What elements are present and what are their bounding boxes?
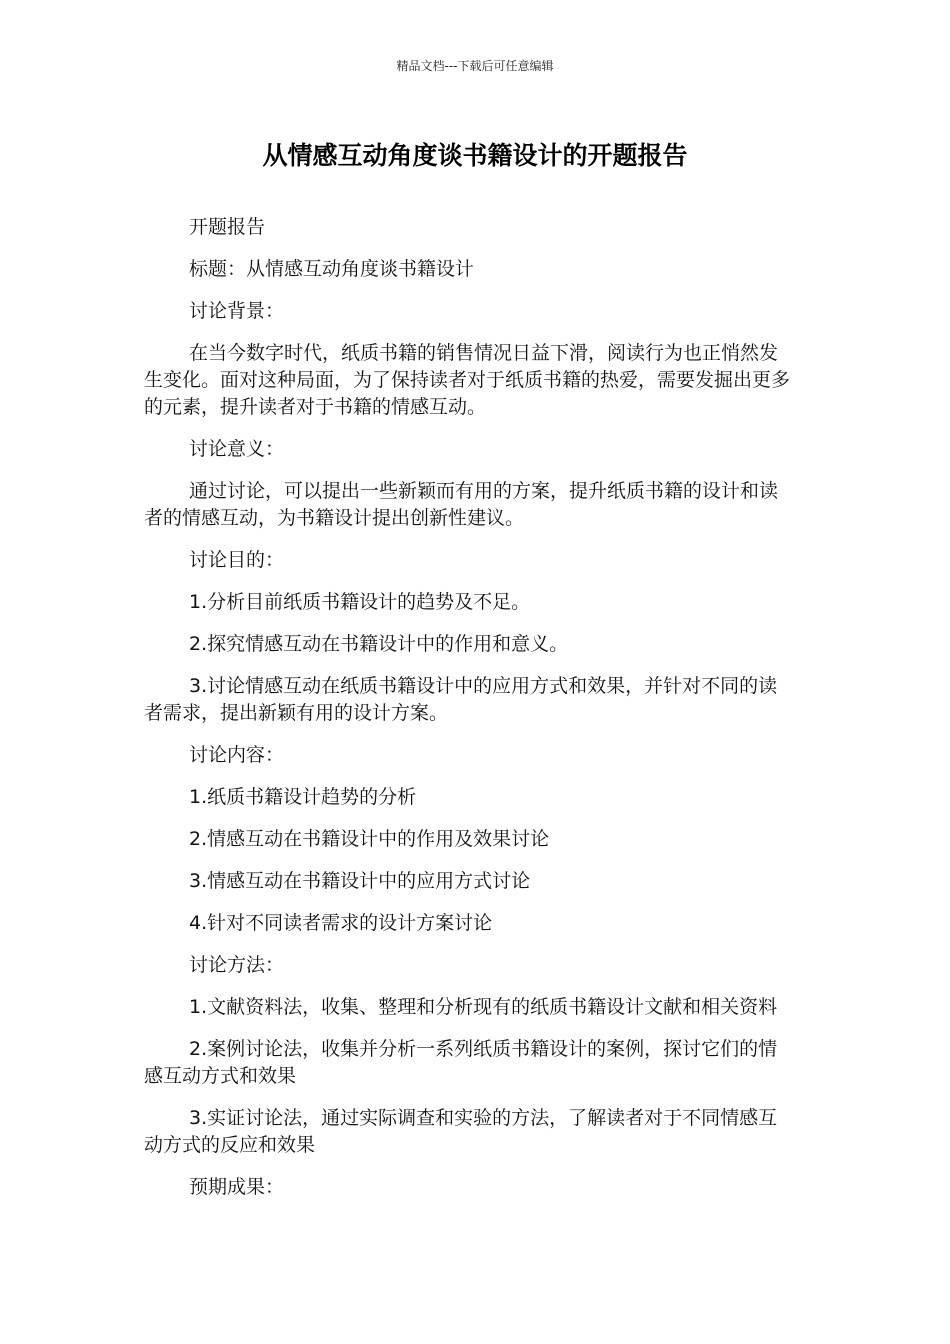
list-item-content-1: 1.纸质书籍设计趋势的分析 [189,786,417,808]
heading-purpose: 讨论目的： [189,549,285,571]
heading-expected-results: 预期成果： [189,1176,285,1198]
heading-significance: 讨论意义： [189,438,285,460]
list-item-method-3: 3.实证讨论法，通过实际调查和实验的方法，了解读者对于不同情感互动方式的反应和效果 [144,1107,778,1156]
list-item-purpose-1: 1.分析目前纸质书籍设计的趋势及不足。 [189,591,531,613]
list-item-purpose-3: 3.讨论情感互动在纸质书籍设计中的应用方式和效果，并针对不同的读者需求，提出新颖有用的设计方案。 [144,675,778,724]
list-item-content-4: 4.针对不同读者需求的设计方案讨论 [189,912,493,934]
list-item-method-1: 1.文献资料法，收集、整理和分析现有的纸质书籍设计文献和相关资料 [189,996,778,1018]
list-item-content-2: 2.情感互动在书籍设计中的作用及效果讨论 [189,828,550,850]
list-item-purpose-2: 2.探究情感互动在书籍设计中的作用和意义。 [189,633,569,655]
page-header-note: 精品文档---下载后可任意编辑 [396,59,554,73]
document-title: 从情感互动角度谈书籍设计的开题报告 [262,141,688,170]
list-item-content-3: 3.情感互动在书籍设计中的应用方式讨论 [189,870,531,892]
paragraph-background: 在当今数字时代，纸质书籍的销售情况日益下滑，阅读行为也正悄然发生变化。面对这种局面，为了保持读者对于纸质书籍的热爱，需要发掘出更多的元素，提升读者对于书籍的情感互动。 [144,342,791,418]
heading-content: 讨论内容： [189,744,285,766]
heading-methods: 讨论方法： [189,954,285,976]
paragraph-significance: 通过讨论，可以提出一些新颖而有用的方案，提升纸质书籍的设计和读者的情感互动，为书籍设计提出创新性建议。 [144,480,779,529]
paragraph-topic: 标题：从情感互动角度谈书籍设计 [189,258,475,280]
list-item-method-2: 2.案例讨论法，收集并分析一系列纸质书籍设计的案例，探讨它们的情感互动方式和效果 [144,1038,778,1087]
heading-background: 讨论背景： [189,300,285,322]
document-body [144,214,794,1216]
paragraph-report-label: 开题报告 [189,216,266,238]
